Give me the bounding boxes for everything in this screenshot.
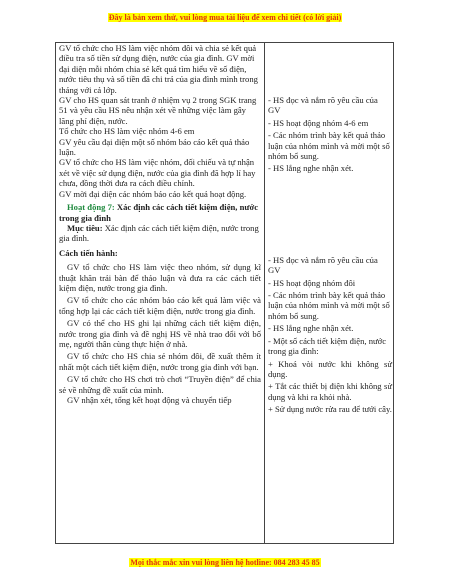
student-item-b6: + Khoá vòi nước khi không sử dụng. [268, 358, 392, 379]
teacher-para-1: GV tổ chức cho HS làm việc nhóm đôi và chia sẻ kết quả điều tra số tiền sử dụng điện, nước của gia đình. GV mời đại diện mỗi nhóm chia sẻ kết quả tìm hiểu về số điện, nước tiêu thụ và số tiền đã chi trả của gia đình mình trong tháng với cả lớp. [59, 43, 258, 95]
teacher-para-11: GV tổ chức cho HS chơi trò chơi “Truyền điện” để chia sẻ về những đề xuất của mình. [59, 374, 261, 395]
teacher-column [59, 43, 261, 405]
student-item-a3: - Các nhóm trình bày kết quả thảo luận của nhóm mình và mời một số nhóm bổ sung. [268, 130, 390, 162]
top-banner-text: Đây là bản xem thử, vui lòng mua tài liệu để xem chi tiết (có lời giải) [108, 13, 342, 22]
teacher-para-8: GV tổ chức cho các nhóm báo cáo kết quả làm việc và tổng hợp lại các cách tiết kiệm điện, nước trong gia đình. [59, 295, 261, 316]
column-divider [264, 43, 265, 543]
method-label: Cách tiến hành: [59, 247, 118, 258]
student-item-b7: + Tắt các thiết bị điện khi không sử dụng và khi ra khỏi nhà. [268, 381, 392, 402]
goal-line [59, 223, 261, 244]
goal-label: Mục tiêu: [67, 222, 103, 233]
bottom-banner-text: Mọi thắc mắc xin vui lòng liên hệ hotline: 084 283 45 85 [130, 558, 320, 567]
goal-text: Xác định các cách tiết kiệm điện, nước trong gia đình. [59, 222, 259, 244]
student-item-b2: - HS hoạt động nhóm đôi [268, 277, 356, 288]
teacher-para-6: GV mời đại diện các nhóm báo cáo kết quả hoạt động. [59, 188, 247, 199]
teacher-para-12: GV nhận xét, tổng kết hoạt động và chuyển tiếp [67, 395, 232, 405]
student-column [268, 43, 392, 417]
activity-title: Xác định các cách tiết kiệm điện, nước trong gia đình [59, 202, 259, 223]
student-item-b4: - HS lắng nghe nhận xét. [268, 323, 354, 334]
bottom-banner [0, 558, 450, 567]
student-item-a1: - HS đọc và nắm rõ yêu cầu của GV [268, 95, 378, 116]
student-item-b3: - Các nhóm trình bày kết quả thảo luận của nhóm mình và mời một số nhóm bổ sung. [268, 290, 390, 321]
student-item-a2: - HS hoạt động nhóm 4-6 em [268, 117, 369, 128]
student-item-b5: - Một số cách tiết kiệm điện, nước trong gia đình: [268, 335, 387, 357]
teacher-para-5: GV tổ chức cho HS làm việc nhóm, đối chiếu và tự nhận xét về việc sử dụng điện, nước của gia đình đã hợp lí hay chưa, đồng thời đưa ra cách điều chỉnh. [59, 157, 256, 189]
student-item-b1: - HS đọc và nắm rõ yêu cầu của GV [268, 254, 378, 276]
student-item-b8: + Sử dụng nước rửa rau để tưới cây. [268, 404, 392, 415]
teacher-para-4: GV yêu cầu đại diện một số nhóm báo cáo kết quả thảo luận. [59, 136, 250, 158]
lesson-table [55, 42, 394, 544]
teacher-para-2: GV cho HS quan sát tranh ở nhiệm vụ 2 trong SGK trang 51 và yêu cầu HS nêu nhận xét về những việc làm gây lãng phí điện, nước. [59, 95, 257, 126]
teacher-para-3: Tổ chức cho HS làm việc nhóm 4-6 em [59, 126, 195, 137]
top-banner [0, 13, 450, 22]
teacher-para-9: GV có thể cho HS ghi lại những cách tiết kiệm điện, nước trong gia đình và đề nghị HS về nhà trao đổi với bố mẹ, người thân cùng thực hiện ở nhà. [59, 318, 261, 349]
activity-heading [59, 202, 261, 223]
method-heading [59, 248, 261, 258]
teacher-para-7: GV tổ chức cho HS làm việc theo nhóm, sử dụng kĩ thuật khăn trải bàn để thảo luận và đưa ra các cách tiết kiệm điện, nước trong gia đình. [59, 262, 261, 293]
student-item-a4: - HS lắng nghe nhận xét. [268, 163, 354, 174]
activity-label: Hoạt động 7: [67, 202, 115, 213]
teacher-para-10: GV tổ chức cho HS chia sẻ nhóm đôi, đề xuất thêm ít nhất một cách tiết kiệm điện, nước trong gia đình với bạn. [59, 351, 261, 372]
